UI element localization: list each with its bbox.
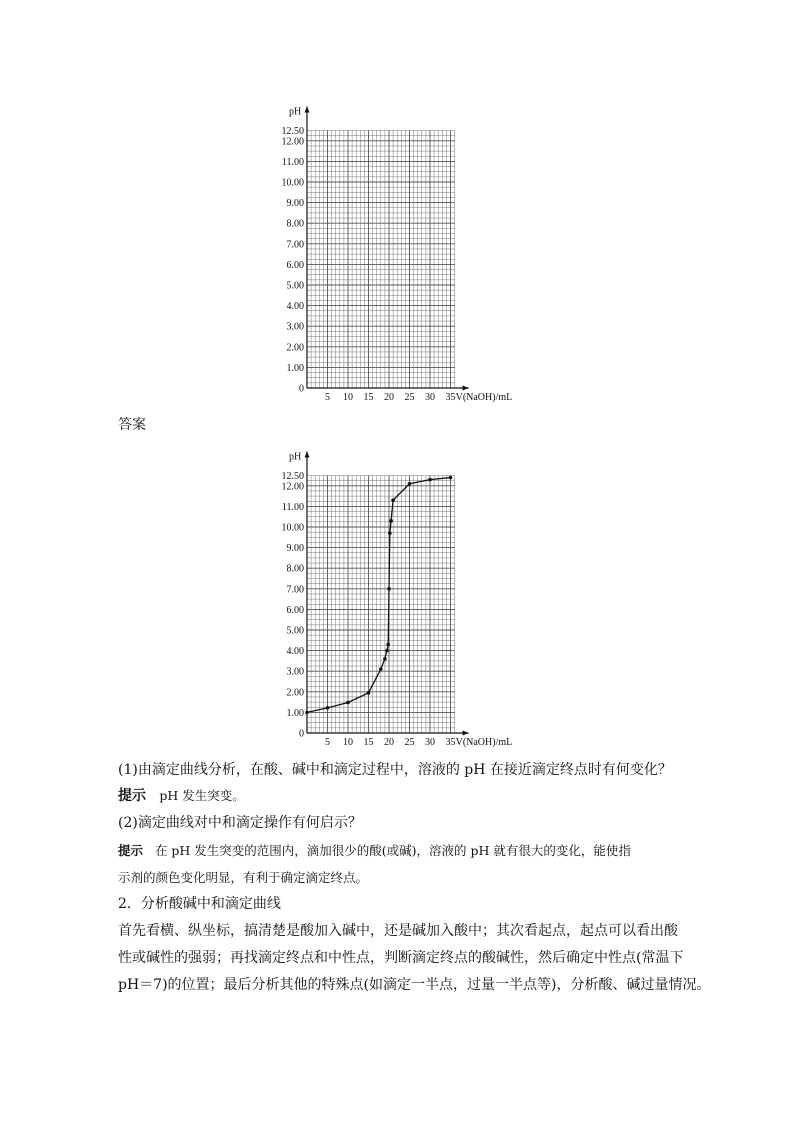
- x-tick-label: 5: [325, 392, 330, 403]
- data-point: [408, 482, 412, 486]
- section-2-heading: 2．分析酸碱中和滴定曲线: [118, 896, 281, 912]
- x-axis-arrow: [463, 731, 469, 736]
- x-tick-label: 5: [325, 737, 330, 748]
- hint-2-line-2: 示剂的颜色变化明显，有利于确定滴定终点。: [118, 870, 369, 885]
- y-tick-label: 1.00: [286, 707, 304, 719]
- x-axis-label: V(NaOH)/mL: [455, 737, 513, 748]
- x-tick-label: 35: [445, 392, 456, 403]
- y-tick-label: 1.00: [286, 362, 304, 374]
- empty-grid-chart: [282, 107, 513, 404]
- hint-1-text: pH 发生突变。: [159, 788, 245, 803]
- data-point: [428, 478, 432, 482]
- y-axis-arrow: [305, 452, 310, 458]
- answer-label: 答案: [118, 417, 146, 433]
- body-line-2: 性或碱性的强弱；再找滴定终点和中性点，判断滴定终点的酸碱性，然后确定中性点(常温下: [118, 950, 684, 966]
- y-axis-label: pH: [289, 106, 302, 118]
- y-tick-label: 9.00: [286, 543, 304, 555]
- x-tick-label: 30: [425, 392, 435, 403]
- y-tick-label: 11.00: [281, 501, 304, 513]
- y-axis-arrow: [305, 107, 310, 113]
- titration-curve: [307, 478, 451, 713]
- x-tick-label: 25: [404, 737, 415, 748]
- data-point: [385, 649, 389, 653]
- hint-2-line-1: [118, 840, 631, 862]
- x-tick-label: 10: [343, 392, 353, 403]
- body-line-3: pH＝7)的位置；最后分析其他的特殊点(如滴定一半点，过量一半点等)，分析酸、碱过量情况。: [118, 977, 711, 993]
- y-tick-label: 5.00: [286, 625, 304, 637]
- y-tick-label: 12.50: [281, 471, 304, 482]
- y-tick-label: 12.50: [281, 126, 304, 137]
- data-point: [346, 701, 350, 705]
- x-tick-label: 10: [343, 737, 353, 748]
- y-tick-label: 4.00: [286, 301, 304, 313]
- y-tick-label: 11.00: [281, 156, 304, 168]
- y-tick-label: 6.00: [286, 259, 304, 271]
- data-point: [383, 657, 387, 661]
- y-tick-label: 10.00: [281, 522, 304, 534]
- y-tick-label: 3.00: [286, 666, 304, 678]
- hint-1-label: 提示: [118, 788, 146, 804]
- data-point: [391, 498, 395, 502]
- y-tick-label: 7.00: [286, 584, 304, 596]
- data-point: [388, 531, 392, 535]
- y-tick-label: 0: [299, 728, 304, 740]
- hint-2-label: 提示: [118, 843, 144, 858]
- data-point: [305, 711, 309, 715]
- y-axis-label: pH: [289, 451, 302, 463]
- question-2: (2)滴定曲线对中和滴定操作有何启示？: [118, 815, 362, 831]
- y-tick-label: 12.00: [281, 481, 304, 493]
- x-tick-label: 30: [425, 737, 435, 748]
- y-tick-label: 12.00: [281, 136, 304, 148]
- data-point: [379, 667, 383, 671]
- y-tick-label: 0: [299, 383, 304, 395]
- y-tick-label: 7.00: [286, 239, 304, 251]
- data-point: [386, 643, 390, 647]
- y-tick-label: 8.00: [286, 218, 304, 230]
- y-tick-label: 3.00: [286, 321, 304, 333]
- data-point: [389, 519, 393, 523]
- x-axis-arrow: [463, 386, 469, 391]
- data-point: [367, 691, 371, 695]
- x-axis-label: V(NaOH)/mL: [455, 392, 513, 403]
- x-tick-label: 20: [384, 392, 394, 403]
- body-line-1: 首先看横、纵坐标，搞清楚是酸加入碱中，还是碱加入酸中；其次看起点，起点可以看出酸: [118, 923, 678, 939]
- hint-2-text-1: 在 pH 发生突变的范围内，滴加很少的酸(或碱)，溶液的 pH 就有很大的变化，能使指: [154, 843, 631, 858]
- question-1: (1)由滴定曲线分析，在酸、碱中和滴定过程中，溶液的 pH 在接近滴定终点时有何变化？: [118, 762, 672, 778]
- data-point: [387, 587, 391, 591]
- hint-1: [118, 785, 245, 807]
- data-point: [449, 476, 453, 480]
- x-tick-label: 20: [384, 737, 394, 748]
- y-tick-label: 8.00: [286, 563, 304, 575]
- y-tick-label: 4.00: [286, 646, 304, 658]
- y-tick-label: 2.00: [286, 342, 304, 354]
- x-tick-label: 15: [363, 737, 374, 748]
- data-point: [326, 706, 330, 710]
- y-tick-label: 5.00: [286, 280, 304, 292]
- y-tick-label: 9.00: [286, 198, 304, 210]
- titration-curve-chart: [282, 452, 513, 749]
- y-tick-label: 10.00: [281, 177, 304, 189]
- y-tick-label: 6.00: [286, 604, 304, 616]
- y-tick-label: 2.00: [286, 687, 304, 699]
- x-tick-label: 15: [363, 392, 374, 403]
- x-tick-label: 25: [404, 392, 415, 403]
- x-tick-label: 35: [445, 737, 456, 748]
